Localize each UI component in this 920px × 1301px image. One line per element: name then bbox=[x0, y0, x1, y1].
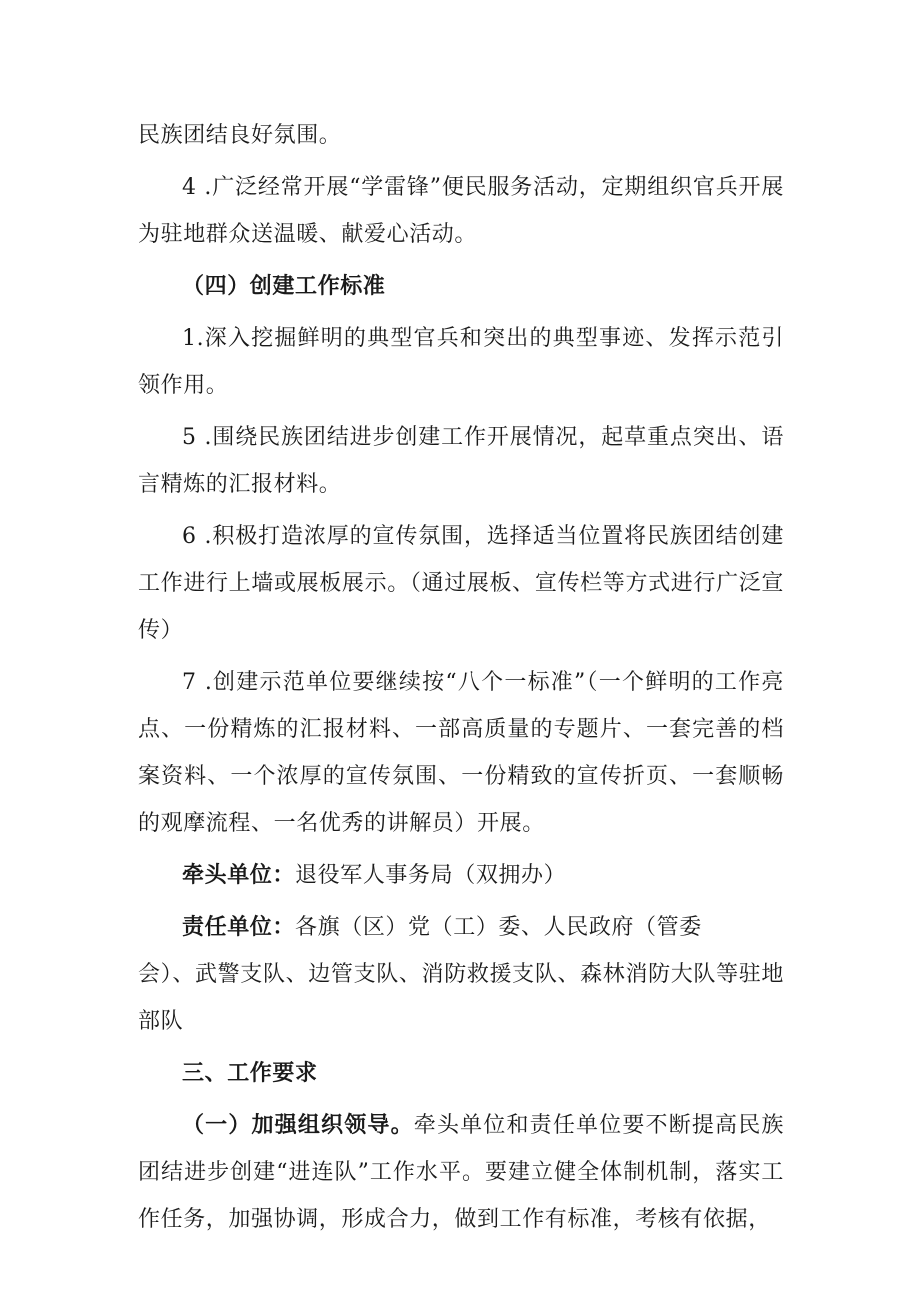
lead-unit-value: 退役军人事务局（双拥办） bbox=[295, 863, 567, 888]
paragraph-item-4: 4 .广泛经常开展“学雷锋”便民服务活动，定期组织官兵开展为驻地群众送温暖、献爱心活动。 bbox=[138, 175, 784, 247]
paragraph-standard-1: 1.深入挖掘鲜明的典型官兵和突出的典型事迹、发挥示范引领作用。 bbox=[138, 326, 784, 398]
lead-unit-label: 牵头单位： bbox=[182, 862, 296, 888]
responsible-unit-label: 责任单位： bbox=[182, 914, 296, 940]
lead-unit-line bbox=[138, 852, 784, 899]
subsection-1-paragraph bbox=[138, 1102, 784, 1243]
section-heading-4: （四）创建工作标准 bbox=[182, 273, 386, 299]
subsection-1-lead: （一）加强组织领导。 bbox=[182, 1112, 414, 1138]
paragraph-continuation: 民族团结良好氛围。 bbox=[138, 123, 342, 148]
responsible-unit-value-line1: 各旗（区）党（工）委、人民政府（管委 bbox=[295, 915, 702, 940]
responsible-unit-value-rest: 会）、武警支队、边管支队、消防救援支队、森林消防大队等驻地部队 bbox=[138, 962, 784, 1034]
subsection-1-text: 牵头单位和责任单位要不断提高民族团结进步创建“进连队”工作水平。要建立健全体制机制，落实工作任务，加强协调，形成合力，做到工作有标准，考核有依据， bbox=[138, 1113, 784, 1232]
paragraph-standard-5: 5 .围绕民族团结进步创建工作开展情况，起草重点突出、语言精炼的汇报材料。 bbox=[138, 425, 784, 497]
section-heading-3: 三、工作要求 bbox=[182, 1060, 318, 1086]
responsible-unit-line bbox=[138, 904, 784, 1045]
document-body bbox=[138, 112, 784, 1248]
paragraph-standard-7: 7 .创建示范单位要继续按“八个一标准”（一个鲜明的工作亮点、一份精炼的汇报材料、一部高质量的专题片、一套完善的档案资料、一个浓厚的宣传氛围、一份精致的宣传折页、一套顺畅的观摩流程、一名优秀的讲解员）开展。 bbox=[138, 670, 784, 836]
paragraph-standard-6: 6 .积极打造浓厚的宣传氛围，选择适当位置将民族团结创建工作进行上墙或展板展示。（通过展板、宣传栏等方式进行广泛宣传） bbox=[138, 524, 784, 643]
